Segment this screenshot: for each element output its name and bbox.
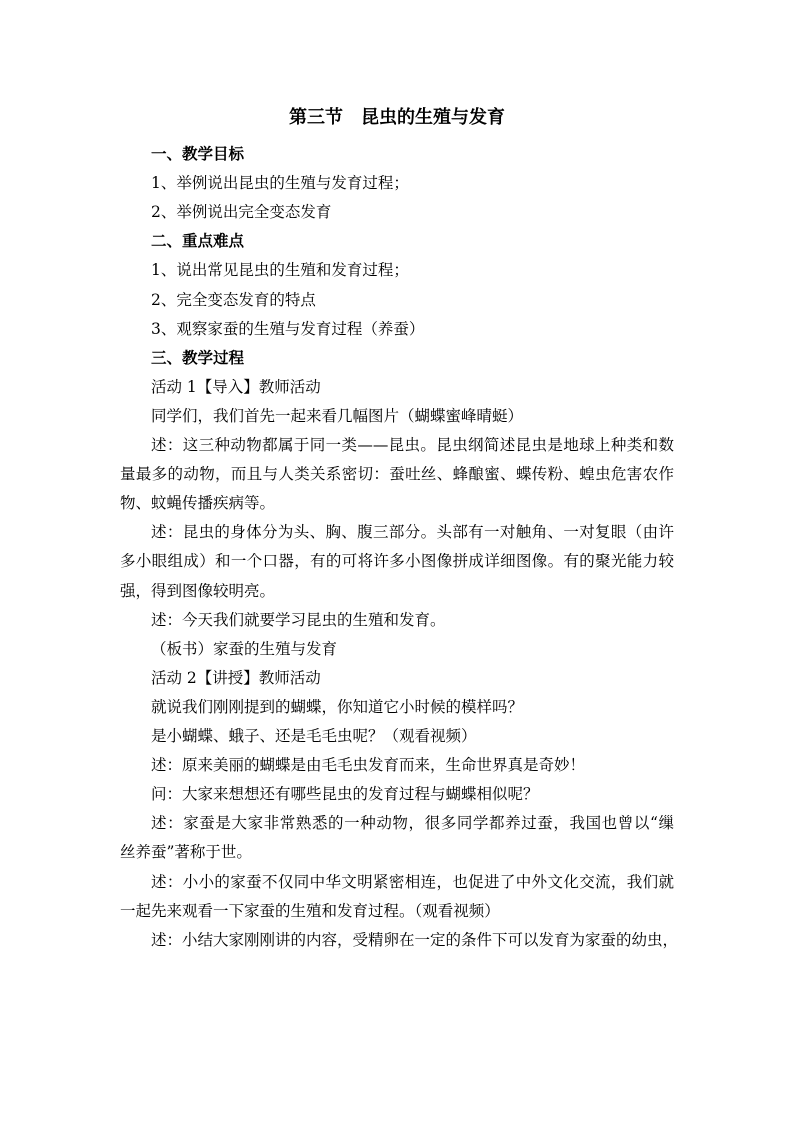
- text-line: 2、完全变态发育的特点: [151, 290, 316, 309]
- text-line: 丝养蚕”著称于世。: [120, 843, 252, 862]
- text-line: 是小蝴蝶、蛾子、还是毛毛虫呢？（观看视频）: [151, 727, 477, 745]
- text-line: 活动 2【讲授】教师活动: [151, 668, 321, 687]
- page-title: 第三节 昆虫的生殖与发育: [289, 107, 505, 128]
- text-line: 3、观察家蚕的生殖与发育过程（养蚕）: [151, 319, 425, 338]
- text-line: 问：大家来想想还有哪些昆虫的发育过程与蝴蝶相似呢？: [151, 785, 539, 804]
- section-heading: 一、教学目标: [151, 145, 245, 163]
- text-line: 活动 1【导入】教师活动: [151, 377, 321, 396]
- text-line: 一起先来观看一下家蚕的生殖和发育过程。（观看视频）: [120, 901, 500, 920]
- text-line: 量最多的动物，而且与人类关系密切：蚕吐丝、蜂酿蜜、蝶传粉、蝗虫危害农作: [120, 465, 674, 484]
- text-line: 同学们，我们首先一起来看几幅图片（蝴蝶蜜峰晴蜓）: [151, 406, 524, 425]
- section-heading: 二、重点难点: [151, 232, 245, 251]
- section-heading: 三、教学过程: [151, 348, 245, 367]
- text-line: 物、蚊蝇传播疾病等。: [120, 494, 276, 513]
- text-line: 述：原来美丽的蝴蝶是由毛毛虫发育而来，生命世界真是奇妙！: [151, 756, 586, 775]
- text-line: 1、说出常见昆虫的生殖和发育过程；: [151, 261, 409, 280]
- text-line: 述：小小的家蚕不仅同中华文明紧密相连，也促进了中外文化交流，我们就: [151, 872, 674, 891]
- text-line: 2、举例说出完全变态发育: [151, 203, 332, 222]
- text-line: 述：小结大家刚刚讲的内容，受精卵在一定的条件下可以发育为家蚕的幼虫，: [151, 930, 679, 949]
- text-line: 述：昆虫的身体分为头、胸、腹三部分。头部有一对触角、一对复眼（由许: [151, 523, 674, 542]
- text-line: 述：家蚕是大家非常熟悉的一种动物，很多同学都养过蚕，我国也曾以“缫: [151, 814, 674, 833]
- text-line: 述：今天我们就要学习昆虫的生殖和发育。: [151, 610, 446, 629]
- text-line: 就说我们刚刚提到的蝴蝶，你知道它小时候的模样吗？: [151, 697, 524, 716]
- text-line: （板书）家蚕的生殖与发育: [151, 639, 338, 658]
- text-line: 强，得到图像较明亮。: [120, 581, 276, 600]
- text-line: 述：这三种动物都属于同一类——昆虫。昆虫纲简述昆虫是地球上种类和数: [151, 436, 674, 454]
- text-line: 多小眼组成）和一个口器，有的可将许多小图像拼成详细图像。有的聚光能力较: [120, 552, 674, 571]
- text-line: 1、举例说出昆虫的生殖与发育过程；: [151, 174, 409, 193]
